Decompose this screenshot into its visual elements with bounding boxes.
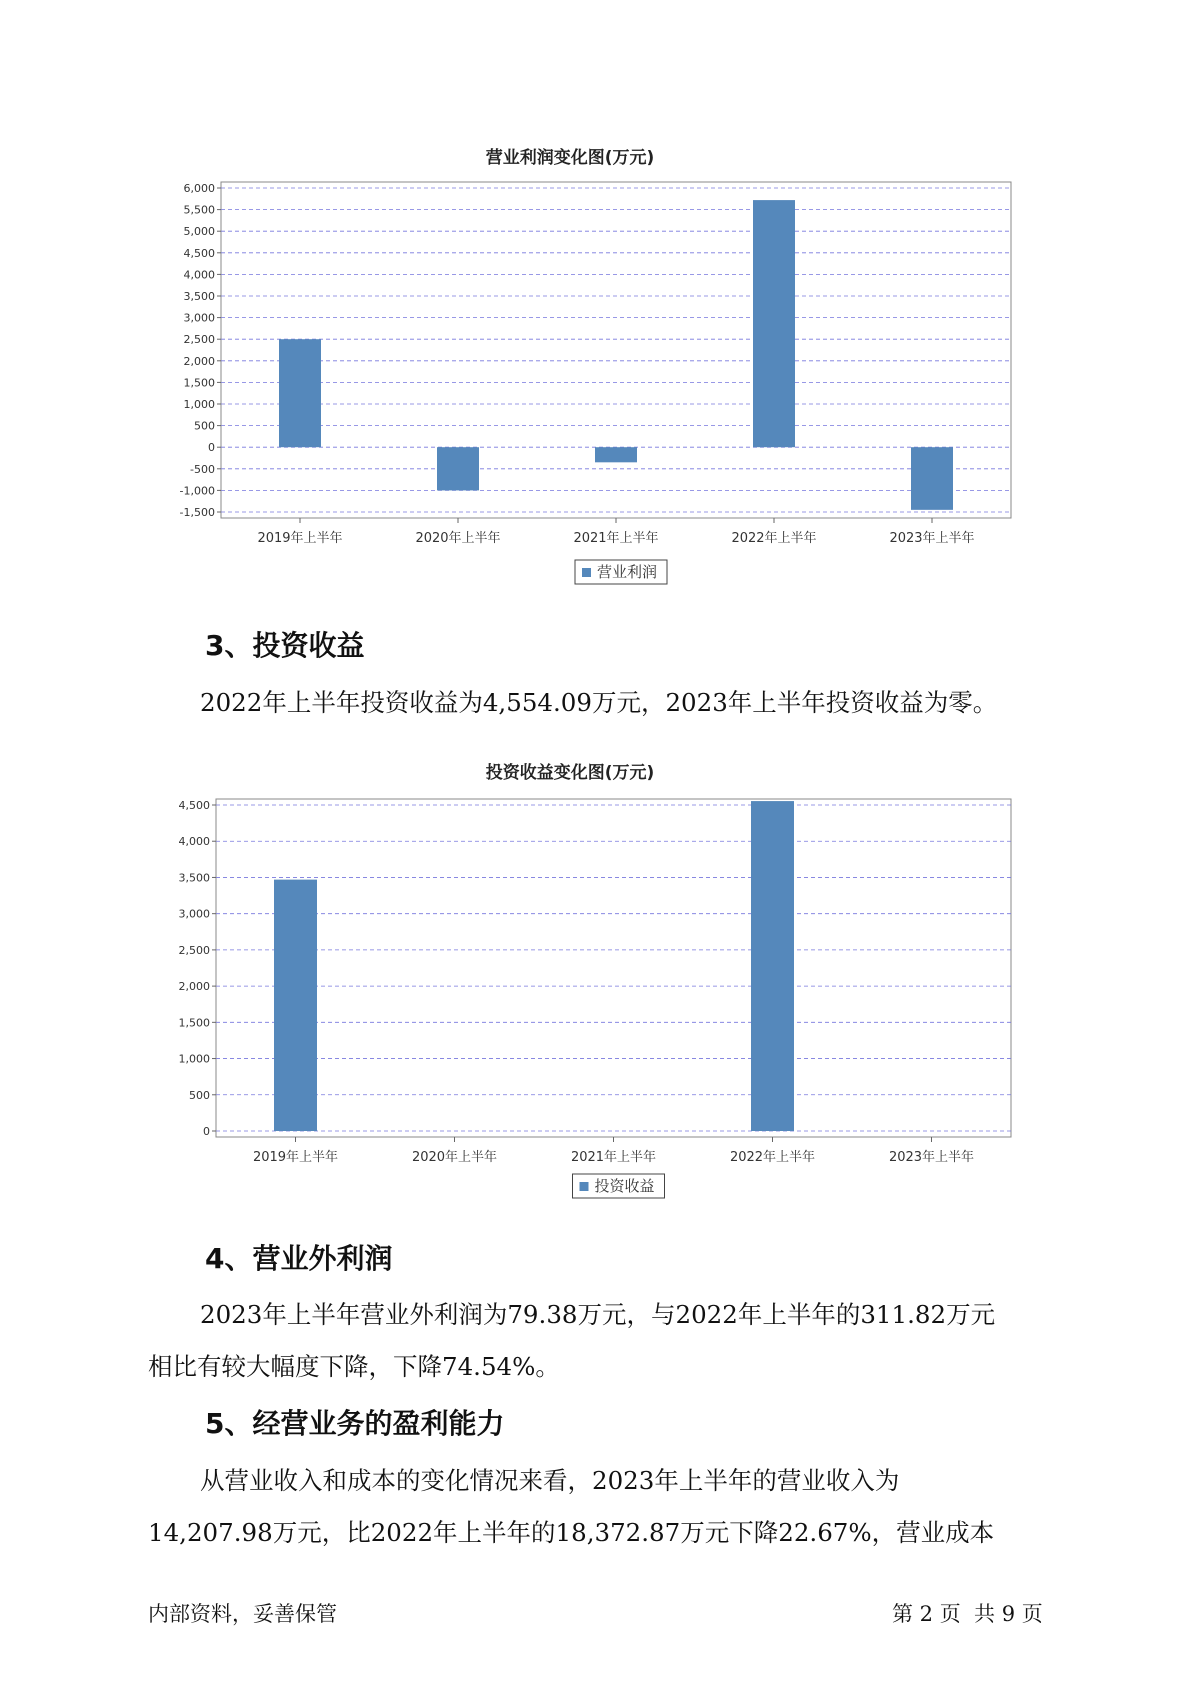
y-tick-label: 3,000 (178, 907, 210, 921)
y-tick-label: 0 (203, 1125, 210, 1138)
y-tick-label: 2,500 (178, 943, 210, 957)
y-tick-label: 5,500 (183, 203, 215, 217)
plot-area (216, 799, 1011, 1137)
y-tick-label: 6,000 (183, 182, 215, 195)
bar-2019年上半年 (274, 880, 317, 1131)
y-tick-label: 4,000 (178, 835, 210, 849)
section-4-line-1: 2023年上半年营业外利润为79.38万元，与2022年上半年的311.82万元 (200, 1300, 996, 1329)
section-4-heading: 4、营业外利润 (205, 1242, 393, 1275)
y-tick-label: 4,500 (178, 799, 210, 812)
section-3-text: 2022年上半年投资收益为4,554.09万元，2023年上半年投资收益为零。 (200, 688, 998, 717)
x-tick-label: 2021年上半年 (573, 531, 659, 546)
footer-confidential-note: 内部资料，妥善保管 (148, 1602, 337, 1626)
y-tick-label: 3,000 (183, 311, 215, 325)
y-tick-label: 1,500 (178, 1016, 210, 1030)
section-5-line-2: 14,207.98万元，比2022年上半年的18,372.87万元下降22.67%，营业成本 (148, 1518, 995, 1547)
y-tick-label: 5,000 (183, 225, 215, 239)
x-tick-label: 2022年上半年 (729, 1150, 816, 1165)
y-tick-label: -1,000 (179, 484, 215, 498)
x-tick-label: 2020年上半年 (411, 1150, 498, 1165)
y-tick-label: 500 (189, 1088, 210, 1102)
y-tick-label: -1,500 (179, 506, 215, 519)
x-tick-label: 2023年上半年 (889, 531, 975, 546)
y-tick-label: 1,000 (183, 398, 215, 411)
x-tick-label: 2019年上半年 (257, 531, 343, 546)
y-tick-label: -500 (190, 462, 215, 476)
footer-page-number: 第 2 页 共 9 页 (892, 1602, 1043, 1626)
section-5-line-1: 从营业收入和成本的变化情况来看，2023年上半年的营业收入为 (200, 1466, 900, 1495)
legend-label: 投资收益 (594, 1177, 655, 1195)
y-tick-label: 1,000 (178, 1052, 210, 1066)
section-4-line-2: 相比有较大幅度下降，下降74.54%。 (148, 1352, 560, 1381)
y-tick-label: 3,500 (183, 290, 215, 303)
y-tick-label: 1,500 (183, 376, 215, 390)
y-tick-label: 2,000 (178, 980, 210, 994)
legend-label: 营业利润 (597, 563, 658, 581)
x-tick-label: 2022年上半年 (731, 531, 817, 546)
section-5-heading: 5、经营业务的盈利能力 (205, 1407, 505, 1440)
y-tick-label: 4,000 (183, 268, 215, 282)
section-3-heading: 3、投资收益 (205, 629, 365, 662)
y-tick-label: 0 (208, 441, 215, 455)
y-tick-label: 500 (194, 419, 215, 433)
y-tick-label: 3,500 (178, 871, 210, 885)
chart-2-title: 投资收益变化图(万元) (485, 763, 655, 783)
chart-1-title: 营业利润变化图(万元) (485, 148, 655, 168)
x-tick-label: 2020年上半年 (415, 531, 501, 546)
y-tick-label: 2,000 (183, 354, 215, 368)
legend (573, 1174, 665, 1198)
y-tick-label: 2,500 (183, 333, 215, 347)
y-tick-label: 4,500 (183, 246, 215, 260)
legend-swatch (580, 1182, 589, 1191)
x-tick-label: 2021年上半年 (570, 1150, 657, 1165)
x-tick-label: 2019年上半年 (252, 1150, 339, 1165)
bar-2022年上半年 (751, 801, 794, 1131)
x-tick-label: 2023年上半年 (888, 1150, 975, 1165)
